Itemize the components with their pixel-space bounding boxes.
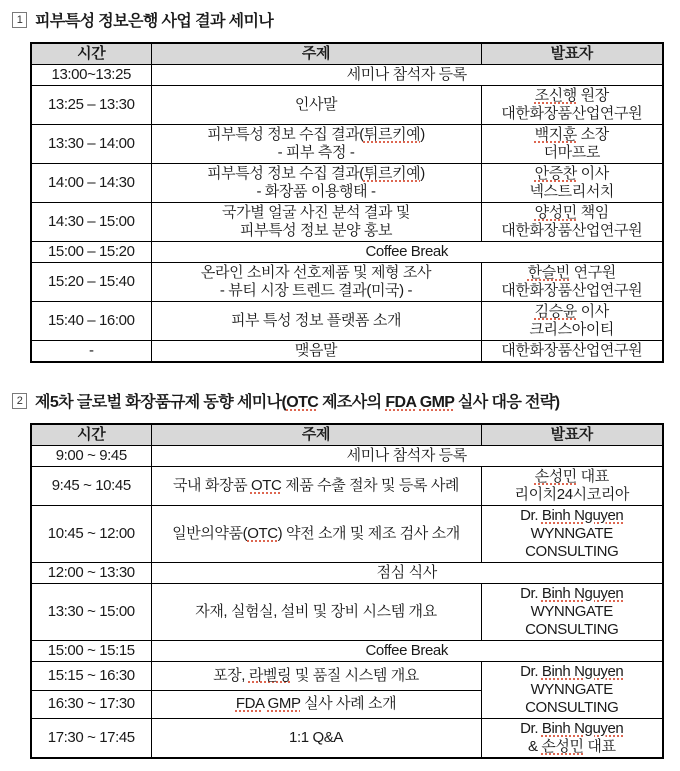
spellcheck-underline: Binh Nguyen: [541, 720, 624, 737]
time-cell: 15:00 ~ 15:15: [31, 641, 151, 662]
table-row: [31, 341, 663, 363]
presenter-cell: 대한화장품산업연구원: [481, 341, 663, 363]
presenter-cell: 조신행 원장 대한화장품산업연구원: [481, 86, 663, 125]
presenter-cell: 백지훈 소장 더마프로: [481, 125, 663, 164]
table-row: [31, 506, 663, 563]
spellcheck-underline: 김승윤: [534, 303, 577, 320]
spellcheck-underline: GMP: [419, 394, 455, 411]
header-row: [31, 43, 663, 65]
table-row: [31, 302, 663, 341]
table-row: [31, 242, 663, 263]
spellcheck-underline: Binh Nguyen: [541, 585, 624, 602]
time-cell: 15:00 – 15:20: [31, 242, 151, 263]
section-title-text: 제5차 글로벌 화장품규제 동향 세미나(OTC 제조사의 FDA GMP 실사 대응 전략): [35, 394, 560, 411]
topic-cell: 인사말: [151, 86, 481, 125]
spellcheck-underline: 조신행: [534, 87, 577, 104]
table-row: [31, 662, 663, 691]
section-number-box: 1: [12, 12, 27, 28]
table-row: [31, 584, 663, 641]
table-row: [31, 719, 663, 759]
table-row: [31, 446, 663, 467]
spellcheck-underline: Binh Nguyen: [541, 507, 624, 524]
topic-cell: FDA GMP 실사 사례 소개: [151, 690, 481, 719]
topic-cell: 맺음말: [151, 341, 481, 363]
spellcheck-underline: 손성민: [534, 468, 577, 485]
spellcheck-underline: 양성민: [534, 204, 577, 221]
topic-cell: 세미나 참석자 등록: [151, 446, 663, 467]
section-number-box: 2: [12, 393, 27, 409]
time-cell: 17:30 ~ 17:45: [31, 719, 151, 759]
topic-cell: Coffee Break: [151, 641, 663, 662]
time-cell: 15:20 – 15:40: [31, 263, 151, 302]
time-cell: 13:30 – 14:00: [31, 125, 151, 164]
time-cell: 13:00~13:25: [31, 65, 151, 86]
time-cell: 9:45 ~ 10:45: [31, 467, 151, 506]
column-header-time: 시간: [31, 43, 151, 65]
presenter-cell: Dr. Binh Nguyen WYNNGATE CONSULTING: [481, 506, 663, 563]
seminar-section-2: [12, 389, 666, 759]
spellcheck-underline: GMP: [267, 695, 301, 713]
time-cell: 14:00 – 14:30: [31, 164, 151, 203]
topic-cell: 세미나 참석자 등록: [151, 65, 663, 86]
presenter-cell: 양성민 책임 대한화장품산업연구원: [481, 203, 663, 242]
spellcheck-underline: 백지훈: [534, 126, 577, 143]
spellcheck-underline: Binh Nguyen: [541, 663, 624, 680]
presenter-cell: 안증찬 이사 넥스트리서치: [481, 164, 663, 203]
table-row: [31, 563, 663, 584]
time-cell: 13:25 – 13:30: [31, 86, 151, 125]
column-header-topic: 주제: [151, 43, 481, 65]
table-row: [31, 164, 663, 203]
column-header-presenter: 발표자: [481, 424, 663, 446]
section-title: [12, 389, 666, 412]
schedule-table-2: [30, 423, 664, 759]
section-title-text: 피부특성 정보은행 사업 결과 세미나: [35, 13, 274, 30]
topic-cell: 국가별 얼굴 사진 분석 결과 및 피부특성 정보 분양 홍보: [151, 203, 481, 242]
time-cell: 16:30 ~ 17:30: [31, 690, 151, 719]
topic-cell: 일반의약품(OTC) 약전 소개 및 제조 검사 소개: [151, 506, 481, 563]
table-row: [31, 86, 663, 125]
header-row: [31, 424, 663, 446]
time-cell: 15:15 ~ 16:30: [31, 662, 151, 691]
time-cell: 14:30 – 15:00: [31, 203, 151, 242]
topic-cell: 피부특성 정보 수집 결과(튀르키예) - 화장품 이용행태 -: [151, 164, 481, 203]
spellcheck-underline: 안증찬: [534, 165, 577, 182]
table-row: [31, 641, 663, 662]
presenter-cell: Dr. Binh Nguyen WYNNGATE CONSULTING: [481, 662, 663, 719]
presenter-cell: 한슬빈 연구원 대한화장품산업연구원: [481, 263, 663, 302]
spellcheck-underline: OTC: [286, 394, 319, 411]
presenter-cell: 김승윤 이사 크리스아이티: [481, 302, 663, 341]
spellcheck-underline: OTC: [247, 525, 278, 542]
column-header-presenter: 발표자: [481, 43, 663, 65]
topic-cell: Coffee Break: [151, 242, 663, 263]
topic-cell: 온라인 소비자 선호제품 및 제형 조사 - 뷰티 시장 트렌드 결과(미국) -: [151, 263, 481, 302]
spellcheck-underline: 튀르키예: [363, 126, 421, 143]
schedule-table-1: [30, 42, 664, 363]
topic-cell: 국내 화장품 OTC 제품 수출 절차 및 등록 사례: [151, 467, 481, 506]
table-row: [31, 125, 663, 164]
presenter-cell: Dr. Binh Nguyen WYNNGATE CONSULTING: [481, 584, 663, 641]
table-row: [31, 65, 663, 86]
section-title: [12, 8, 666, 31]
spellcheck-underline: FDA: [385, 394, 416, 411]
seminar-section-1: [12, 8, 666, 363]
time-cell: 9:00 ~ 9:45: [31, 446, 151, 467]
table-row: [31, 467, 663, 506]
spellcheck-underline: FDA: [235, 695, 264, 713]
topic-cell: 피부 특성 정보 플랫폼 소개: [151, 302, 481, 341]
topic-cell: 피부특성 정보 수집 결과(튀르키예) - 피부 측정 -: [151, 125, 481, 164]
topic-cell: 자재, 실험실, 설비 및 장비 시스템 개요: [151, 584, 481, 641]
spellcheck-underline: 손성민: [541, 738, 584, 755]
topic-cell: 1:1 Q&A: [151, 719, 481, 759]
time-cell: 15:40 – 16:00: [31, 302, 151, 341]
time-cell: 13:30 ~ 15:00: [31, 584, 151, 641]
time-cell: 10:45 ~ 12:00: [31, 506, 151, 563]
column-header-time: 시간: [31, 424, 151, 446]
spellcheck-underline: 한슬빈: [527, 264, 570, 281]
table-row: [31, 203, 663, 242]
column-header-topic: 주제: [151, 424, 481, 446]
topic-cell: 점심 식사: [151, 563, 663, 584]
spellcheck-underline: 라벨링: [248, 666, 292, 684]
time-cell: 12:00 ~ 13:30: [31, 563, 151, 584]
presenter-cell: 손성민 대표 리이치24시코리아: [481, 467, 663, 506]
presenter-cell: Dr. Binh Nguyen & 손성민 대표: [481, 719, 663, 759]
spellcheck-underline: 튀르키예: [363, 165, 421, 182]
table-row: [31, 263, 663, 302]
topic-cell: 포장, 라벨링 및 품질 시스템 개요: [151, 662, 481, 691]
spellcheck-underline: OTC: [250, 477, 282, 494]
time-cell: -: [31, 341, 151, 363]
